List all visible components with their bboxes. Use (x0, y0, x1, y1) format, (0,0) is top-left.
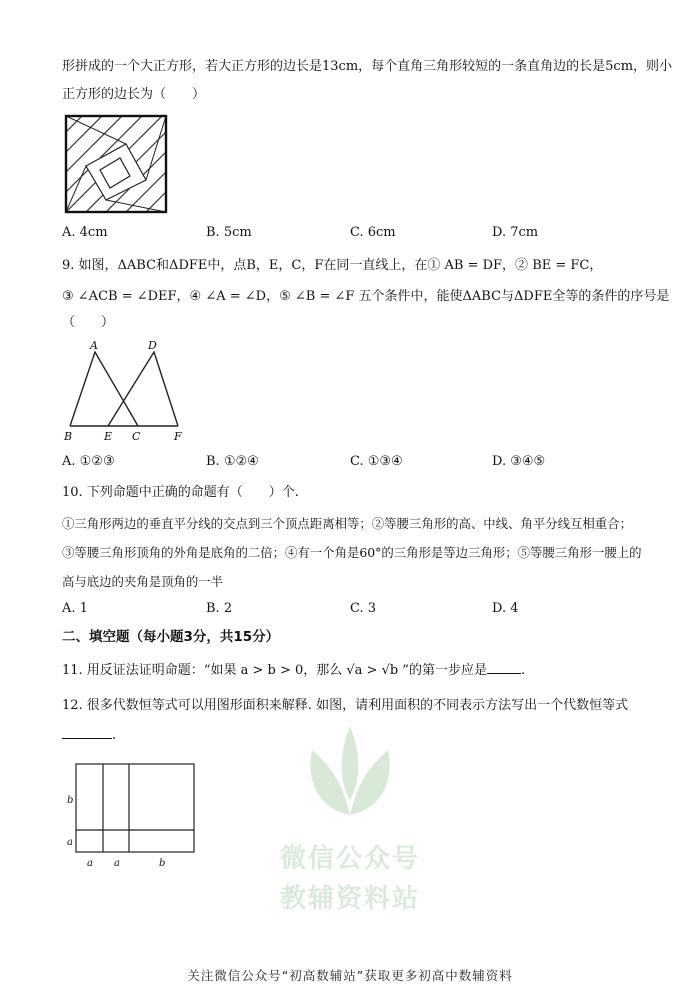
watermark-line1: 微信公众号 (279, 844, 420, 874)
q10-option-c[interactable]: C. 3 (350, 601, 377, 616)
q12-label-a1: a (87, 858, 93, 869)
q12-answer-blank[interactable] (62, 726, 112, 739)
q10-option-d[interactable]: D. 4 (492, 601, 519, 616)
q8-text-line1: 形拼成的一个大正方形，若大正方形的边长是13cm，每个直角三角形较短的一条直角边的长是5cm，则小 (62, 59, 673, 74)
q12-label-a2: a (114, 858, 120, 869)
q10-option-a[interactable]: A. 1 (62, 601, 88, 616)
q9-options (62, 452, 662, 472)
q8-square-figure (64, 114, 168, 214)
watermark-line2: 教辅资料站 (279, 884, 420, 914)
q8-option-d[interactable]: D. 7cm (492, 225, 539, 240)
q8-option-a[interactable]: A. 4cm (62, 225, 108, 240)
q9-option-c[interactable]: C. ①③④ (350, 454, 403, 469)
q10-options (62, 599, 662, 619)
q9-option-b[interactable]: B. ①②④ (206, 454, 259, 469)
q8-option-b[interactable]: B. 5cm (206, 225, 252, 240)
q9-label-b: B (64, 430, 73, 443)
q12-area-figure (62, 760, 202, 872)
q11-text (62, 661, 525, 681)
q12-text-line1: 12. 很多代数恒等式可以用图形面积来解释. 如图，请利用面积的不同表示方法写出一个代数恒等式 (62, 698, 629, 713)
q9-triangles-figure (60, 338, 190, 446)
q11-suffix: . (520, 663, 526, 678)
q8-text-line2: 正方形的边长为（ ） (62, 87, 206, 102)
q8-options (62, 223, 662, 243)
q10-text-line1: 10. 下列命题中正确的命题有（ ）个. (62, 485, 299, 500)
q9-label-f: F (174, 430, 182, 443)
q12-label-b-left: b (67, 795, 74, 806)
q10-text-line3: ③等腰三角形顶角的外角是底角的二倍；④有一个角是60°的三角形是等边三角形；⑤等腰三角形一腰上的 (62, 545, 642, 560)
q9-text-line2: ③ ∠ACB = ∠DEF，④ ∠A = ∠D，⑤ ∠B = ∠F 五个条件中，能使ΔABC与ΔDFE全等的条件的序号是 (62, 289, 670, 304)
q12-suffix: . (112, 728, 117, 743)
leaf-logo-icon (302, 720, 398, 820)
q9-option-a[interactable]: A. ①②③ (62, 454, 115, 469)
q12-text-line2 (62, 726, 116, 746)
q10-text-line2: ①三角形两边的垂直平分线的交点到三个顶点距离相等；②等腰三角形的高、中线、角平分线互相重合； (62, 516, 632, 531)
q9-label-e: E (104, 430, 113, 443)
section-fill-in-title: 二、填空题（每小题3分，共15分） (62, 629, 280, 645)
q9-label-c: C (132, 430, 141, 443)
q12-label-a-left: a (67, 837, 73, 848)
q8-option-c[interactable]: C. 6cm (350, 225, 396, 240)
page-footer: 关注微信公众号“初高数辅站”获取更多初高中数辅资料 (187, 968, 513, 983)
q9-option-d[interactable]: D. ③④⑤ (492, 454, 546, 469)
q10-option-b[interactable]: B. 2 (206, 601, 233, 616)
q11-answer-blank[interactable] (487, 661, 521, 674)
q9-label-d: D (148, 339, 157, 352)
q11-prefix: 11. 用反证法证明命题：“如果 a > b > 0，那么 √a > √b ”的第一步应是 (62, 663, 487, 678)
q10-text-line4: 高与底边的夹角是顶角的一半 (62, 574, 224, 589)
q9-text-line3: （ ） (62, 315, 115, 330)
q9-label-a: A (90, 339, 98, 352)
q9-text-line1: 9. 如图，ΔABC和ΔDFE中，点B，E，C，F在同一直线上，在① AB = DF，② BE = FC， (62, 258, 603, 273)
q12-label-b-bottom: b (159, 858, 166, 869)
watermark (250, 720, 450, 920)
